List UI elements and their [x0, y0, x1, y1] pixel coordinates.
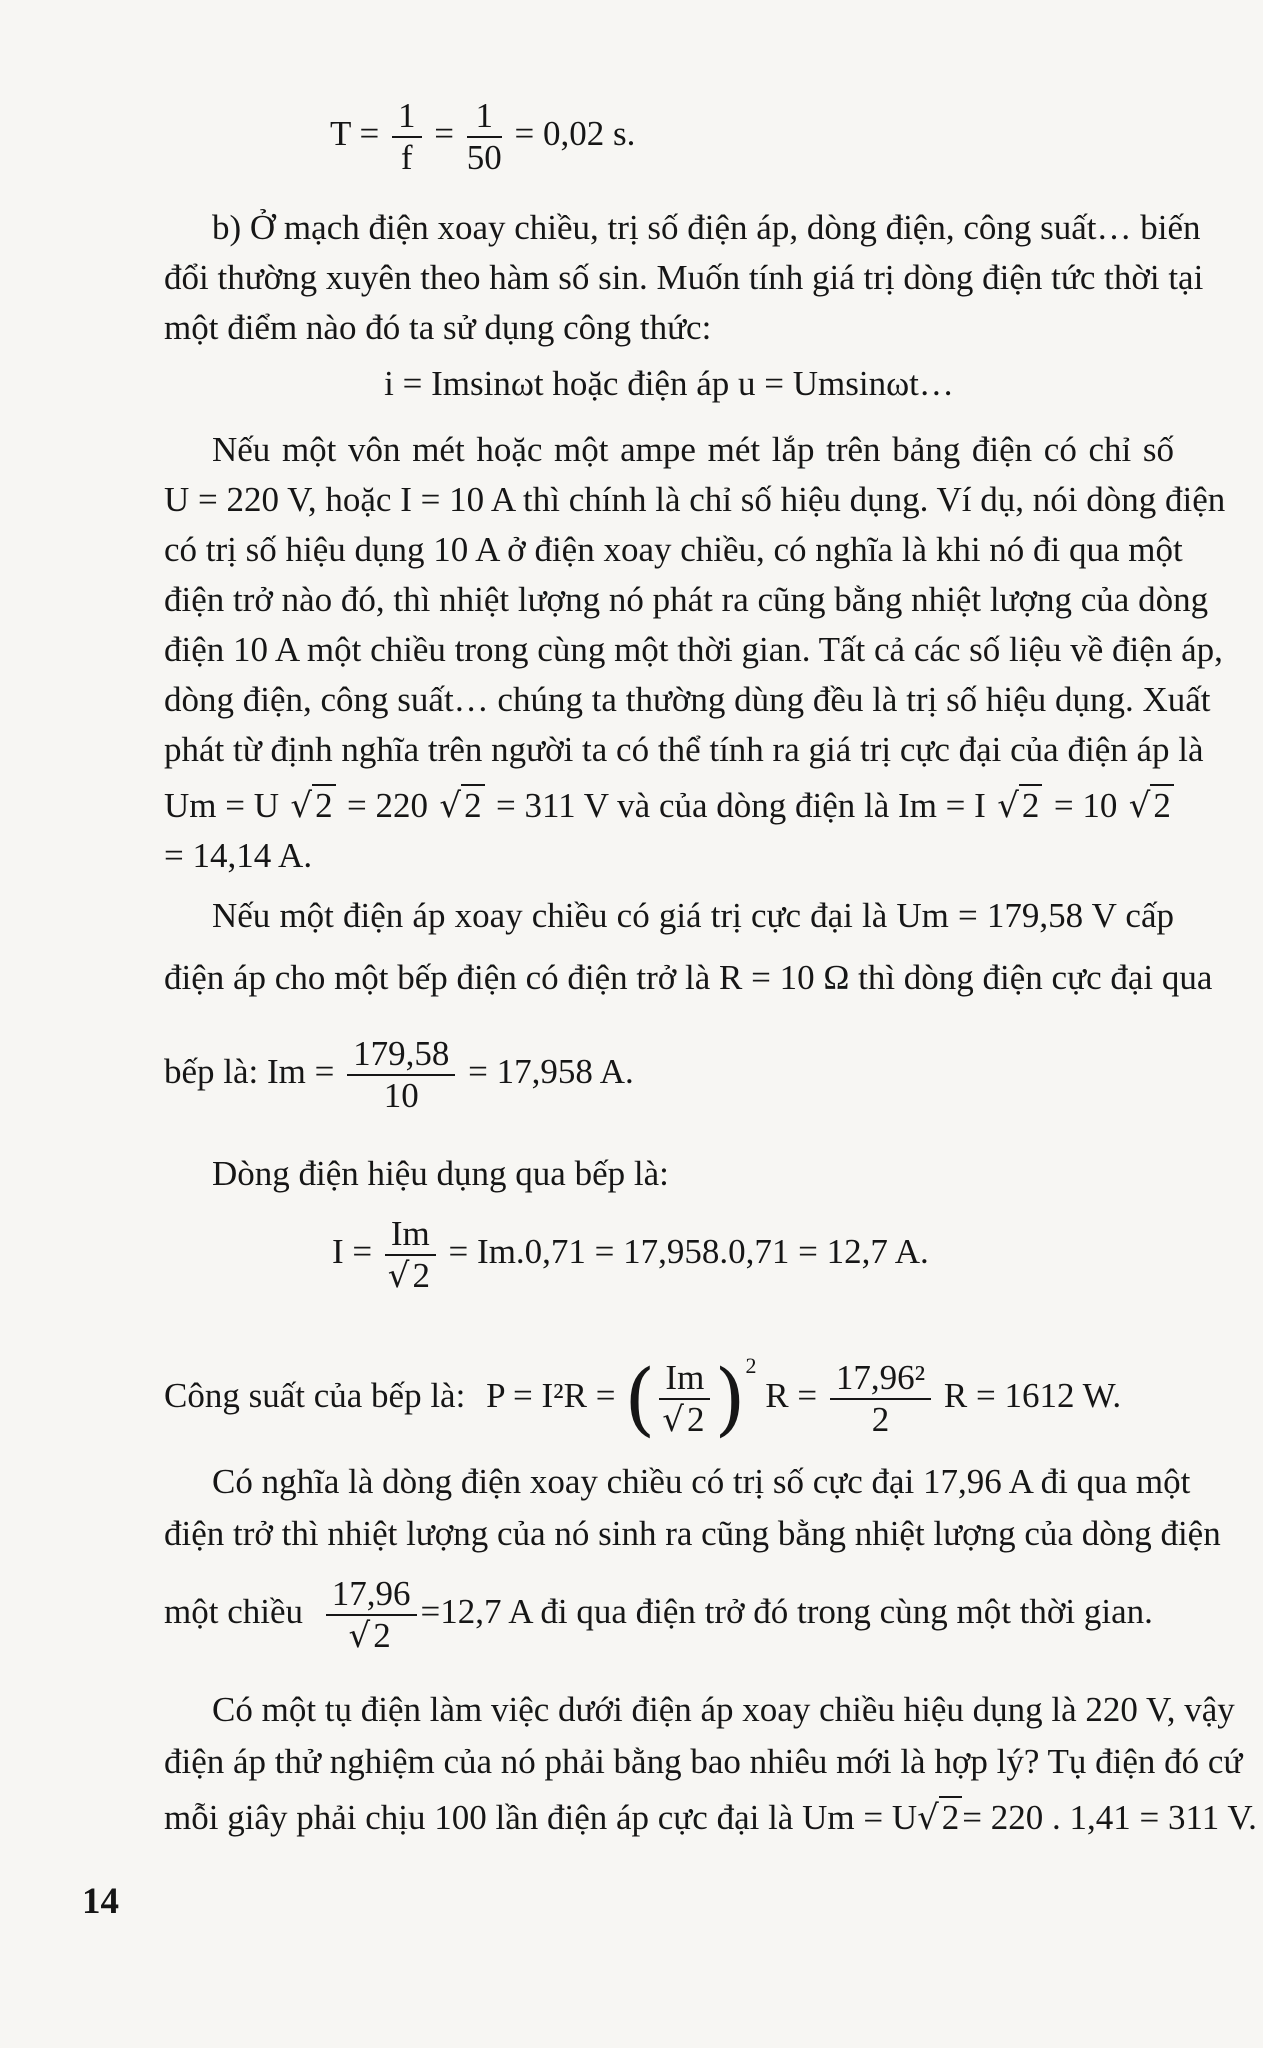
sqrt-expression	[439, 784, 484, 828]
paragraph-line: một điểm nào đó ta sử dụng công thức:	[164, 308, 712, 347]
power-inner-fraction	[659, 1358, 710, 1440]
sqrt-expression	[917, 1796, 962, 1840]
radicand: 2	[1019, 784, 1043, 825]
power-result: R = 1612 W.	[943, 1376, 1122, 1415]
power-exponent: 2	[745, 1353, 757, 1378]
paragraph-line: Nếu một vôn mét hoặc một ampe mét lắp trên bảng điện có chỉ số	[212, 430, 1174, 469]
power-lead: Công suất của bếp là:	[164, 1376, 466, 1415]
fraction-denominator: f	[400, 138, 413, 177]
equals-sign: =	[434, 114, 454, 154]
period-fraction-1	[392, 96, 422, 178]
fraction-denominator: 2	[871, 1399, 890, 1439]
imax-formula	[164, 1034, 634, 1116]
fraction-numerator: 17,96	[326, 1574, 417, 1616]
text-segment: = 10	[1053, 786, 1118, 825]
radicand: 2	[939, 1796, 963, 1837]
fraction-denominator: 10	[383, 1076, 419, 1115]
fraction-denominator	[659, 1400, 710, 1440]
fraction-denominator	[326, 1616, 417, 1656]
paragraph-line: đổi thường xuyên theo hàm số sin. Muốn tính giá trị dòng điện tức thời tại	[164, 258, 1204, 297]
fraction-denominator: 50	[466, 138, 502, 177]
sqrt-icon: √	[439, 786, 462, 826]
text-segment: Um = U	[164, 786, 280, 825]
paragraph-line: điện trở thì nhiệt lượng của nó sinh ra cũng bằng nhiệt lượng của dòng điện	[164, 1514, 1221, 1553]
paragraph-line: = 14,14 A.	[164, 836, 313, 875]
fraction-numerator: 17,96²	[830, 1358, 931, 1400]
paragraph-line: b) Ở mạch điện xoay chiều, trị số điện áp, dòng điện, công suất… biến	[212, 208, 1201, 247]
text-segment: một chiều	[164, 1592, 303, 1632]
sqrt-icon: √	[917, 1798, 939, 1838]
imax-lead: bếp là: Im =	[164, 1052, 335, 1092]
radicand: 2	[370, 1614, 394, 1655]
one-way-current-line	[164, 1574, 1153, 1656]
text-segment: = 220 . 1,41 = 311 V.	[962, 1798, 1257, 1837]
instantaneous-formula: i = Imsinωt hoặc điện áp u = Umsinωt…	[384, 364, 954, 403]
power-formula	[164, 1344, 1122, 1445]
sqrt-icon: √	[348, 1616, 371, 1656]
sqrt-icon: √	[662, 1399, 684, 1440]
power-mid: R =	[765, 1376, 818, 1415]
paragraph-line: có trị số hiệu dụng 10 A ở điện xoay chiều, có nghĩa là khi nó đi qua một	[164, 530, 1183, 569]
period-formula	[330, 96, 635, 178]
radicand: 2	[461, 784, 485, 825]
equivalent-fraction	[326, 1574, 417, 1656]
power-lhs: P = I²R =	[486, 1376, 616, 1415]
fraction-numerator: 1	[392, 96, 422, 138]
sqrt-expression	[1129, 784, 1174, 828]
paragraph-line: Nếu một điện áp xoay chiều có giá trị cực đại là Um = 179,58 V cấp	[212, 896, 1174, 935]
paragraph-line: điện áp thử nghiệm của nó phải bằng bao nhiêu mới là hợp lý? Tụ điện đó cứ	[164, 1742, 1243, 1781]
irms-lhs: I =	[332, 1232, 373, 1272]
radicand: 2	[312, 784, 336, 825]
fraction-numerator: Im	[659, 1358, 710, 1400]
imax-fraction	[347, 1034, 455, 1116]
fraction-numerator: 179,58	[347, 1034, 455, 1076]
radicand: 2	[684, 1398, 708, 1439]
paragraph-line: điện áp cho một bếp điện có điện trở là R = 10 Ω thì dòng điện cực đại qua	[164, 958, 1213, 997]
paragraph-line: Có nghĩa là dòng điện xoay chiều có trị số cực đại 17,96 A đi qua một	[212, 1462, 1191, 1501]
peak-values-line	[164, 784, 1174, 828]
power-fraction	[830, 1358, 931, 1440]
paragraph-line: phát từ định nghĩa trên người ta có thể tính ra giá trị cực đại của điện áp là	[164, 730, 1204, 769]
capacitor-line	[164, 1796, 1257, 1840]
sqrt-icon: √	[1128, 786, 1151, 826]
fraction-denominator	[385, 1256, 436, 1296]
paragraph-line: điện 10 A một chiều trong cùng một thời gian. Tất cả các số liệu về điện áp,	[164, 630, 1223, 669]
text-segment: =12,7 A đi qua điện trở đó trong cùng một thời gian.	[420, 1592, 1153, 1632]
period-fraction-2	[467, 96, 502, 178]
period-lhs: T =	[330, 114, 380, 154]
sqrt-icon: √	[387, 1256, 410, 1296]
page-number: 14	[82, 1881, 119, 1922]
radicand: 2	[1150, 784, 1174, 825]
fraction-numerator: Im	[385, 1214, 436, 1256]
imax-result: = 17,958 A.	[468, 1052, 634, 1092]
paragraph-line: Có một tụ điện làm việc dưới điện áp xoay chiều hiệu dụng là 220 V, vậy	[212, 1690, 1235, 1729]
radicand: 2	[409, 1254, 433, 1295]
paragraph-line: Dòng điện hiệu dụng qua bếp là:	[212, 1154, 669, 1193]
paragraph-line: điện trở nào đó, thì nhiệt lượng nó phát ra cũng bằng nhiệt lượng của dòng	[164, 580, 1209, 619]
left-paren-icon: (	[624, 1351, 656, 1445]
paragraph-line: dòng điện, công suất… chúng ta thường dùng đều là trị số hiệu dụng. Xuất	[164, 680, 1211, 719]
irms-fraction	[385, 1214, 436, 1296]
text-segment: = 220	[347, 786, 428, 825]
text-segment: mỗi giây phải chịu 100 lần điện áp cực đại là Um = U	[164, 1798, 918, 1837]
fraction-numerator: 1	[467, 96, 502, 138]
period-result: = 0,02 s.	[514, 114, 636, 154]
text-segment: = 311 V và của dòng điện là Im = I	[495, 786, 986, 825]
sqrt-icon: √	[290, 786, 313, 826]
irms-formula	[332, 1214, 929, 1296]
irms-result: = Im.0,71 = 17,958.0,71 = 12,7 A.	[448, 1232, 929, 1272]
right-paren-icon: )	[714, 1351, 746, 1445]
sqrt-expression	[997, 784, 1042, 828]
sqrt-icon: √	[997, 786, 1019, 826]
paragraph-line: U = 220 V, hoặc I = 10 A thì chính là chỉ số hiệu dụng. Ví dụ, nói dòng điện	[164, 480, 1226, 519]
sqrt-expression	[290, 784, 335, 828]
